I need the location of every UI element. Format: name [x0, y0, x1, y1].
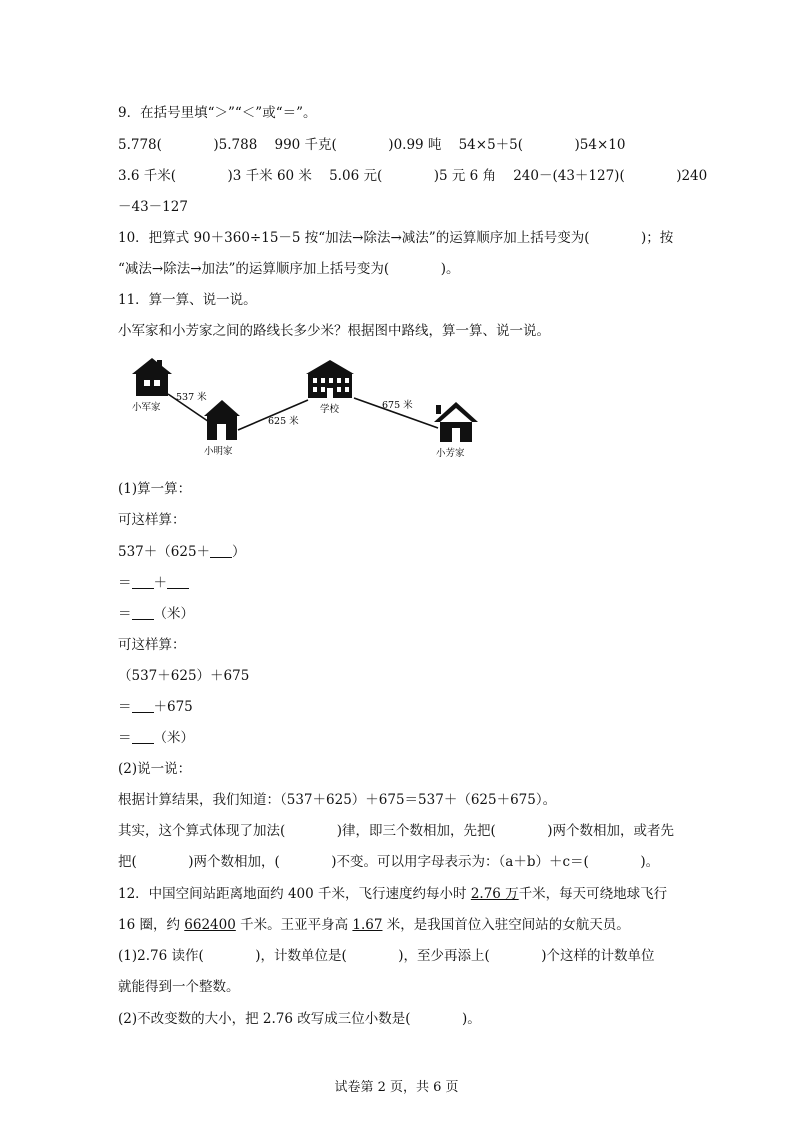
answer-blank[interactable] — [167, 576, 189, 589]
q9-row3: －43－127 — [118, 199, 188, 215]
q12-line2-text-c: 米，是我国首位入驻空间站的女航天员。 — [382, 917, 630, 933]
q11-method-a: 可这样算： — [118, 512, 186, 528]
q10-line1: 10．把算式 90＋360÷15－5 按“加法→除法→减法”的运算顺序加上括号变为( )；按 — [118, 230, 674, 246]
calc-b3-prefix: ＝ — [118, 730, 132, 746]
q12-line1-text-b: 千米，每天可绕地球飞行 — [518, 886, 668, 902]
page-footer: 试卷第 2 页，共 6 页 — [334, 1080, 459, 1095]
q9-row2: 3.6 千米( )3 千米 60 米 5.06 元( )5 元 6 角 240－(43＋127)( )240 — [118, 168, 708, 184]
house-icon — [434, 402, 478, 442]
q12-distance-underlined: 662400 — [184, 917, 236, 933]
q11-calc-a2 — [118, 574, 189, 592]
answer-blank[interactable] — [132, 731, 154, 744]
label-home-a: 小军家 — [132, 402, 161, 413]
q12-line1-text-a: 12．中国空间站距离地面约 400 千米，飞行速度约每小时 — [118, 886, 471, 902]
q12-line2-text-a: 16 圈，约 — [118, 917, 185, 933]
calc-a3-prefix: ＝ — [118, 606, 132, 622]
q11-calc-b1: （537＋625）＋675 — [118, 668, 250, 684]
answer-blank[interactable] — [132, 700, 154, 713]
label-home-b: 小明家 — [204, 446, 233, 457]
q10-line2: “减法→除法→加法”的运算顺序加上括号变为( )。 — [118, 261, 460, 277]
route-map — [118, 350, 488, 462]
q11-title: 11．算一算、说一说。 — [118, 292, 257, 308]
q9-row1: 5.778( )5.788 990 千克( )0.99 吨 54×5＋5( )54×10 — [118, 137, 626, 153]
q11-prompt: 小军家和小芳家之间的路线长多少米？根据图中路线，算一算、说一说。 — [118, 323, 550, 339]
q12-height-underlined: 1.67 — [352, 917, 383, 933]
school-icon — [306, 360, 354, 398]
q12-part2: (2)不改变数的大小，把 2.76 改写成三位小数是( )。 — [118, 1011, 481, 1027]
q11-say-line3: 把( )两个数相加，( )不变。可以用字母表示为：（a＋b）＋c＝( )。 — [118, 854, 660, 870]
q11-calc-b3 — [118, 729, 194, 747]
q12-speed-underlined: 2.76 万 — [470, 886, 519, 902]
calc-b2-suffix: ＋675 — [153, 699, 193, 715]
q12-line2-text-b: 千米。王亚平身高 — [235, 917, 353, 933]
q11-part2-title: (2)说一说： — [118, 761, 192, 777]
house-icon — [132, 358, 172, 396]
label-school: 学校 — [320, 404, 340, 415]
q11-calc-a3 — [118, 605, 194, 623]
answer-blank[interactable] — [132, 576, 154, 589]
calc-a2-mid: ＋ — [153, 575, 167, 591]
calc-a1-suffix: ） — [232, 544, 246, 560]
label-home-c: 小芳家 — [436, 448, 465, 459]
q11-say-line2: 其实，这个算式体现了加法( )律，即三个数相加，先把( )两个数相加，或者先 — [118, 823, 675, 839]
q12-line2 — [118, 916, 630, 934]
calc-a1-prefix: 537＋（625＋ — [118, 544, 211, 560]
label-dist-sc: 675 米 — [382, 400, 413, 411]
calc-a3-suffix: （米） — [153, 606, 194, 622]
q11-say-line1: 根据计算结果，我们知道：（537＋625）＋675＝537＋（625＋675）。 — [118, 792, 557, 808]
calc-b3-suffix: （米） — [153, 730, 194, 746]
house-icon — [204, 400, 240, 440]
q12-part1-line2: 就能得到一个整数。 — [118, 979, 240, 995]
q11-calc-a1 — [118, 543, 246, 561]
answer-blank[interactable] — [132, 607, 154, 620]
label-dist-bs: 625 米 — [268, 416, 299, 427]
q11-method-b: 可这样算： — [118, 637, 186, 653]
calc-b2-prefix: ＝ — [118, 699, 132, 715]
q11-part1-title: (1)算一算： — [118, 481, 192, 497]
q12-line1 — [118, 885, 667, 903]
q11-calc-b2 — [118, 698, 193, 716]
q9-title: 9．在括号里填“＞”“＜”或“＝”。 — [118, 105, 317, 121]
calc-a2-prefix: ＝ — [118, 575, 132, 591]
answer-blank[interactable] — [210, 545, 232, 558]
q12-part1-line1: (1)2.76 读作( )，计数单位是( )，至少再添上( )个这样的计数单位 — [118, 948, 655, 964]
label-dist-ab: 537 米 — [176, 392, 207, 403]
